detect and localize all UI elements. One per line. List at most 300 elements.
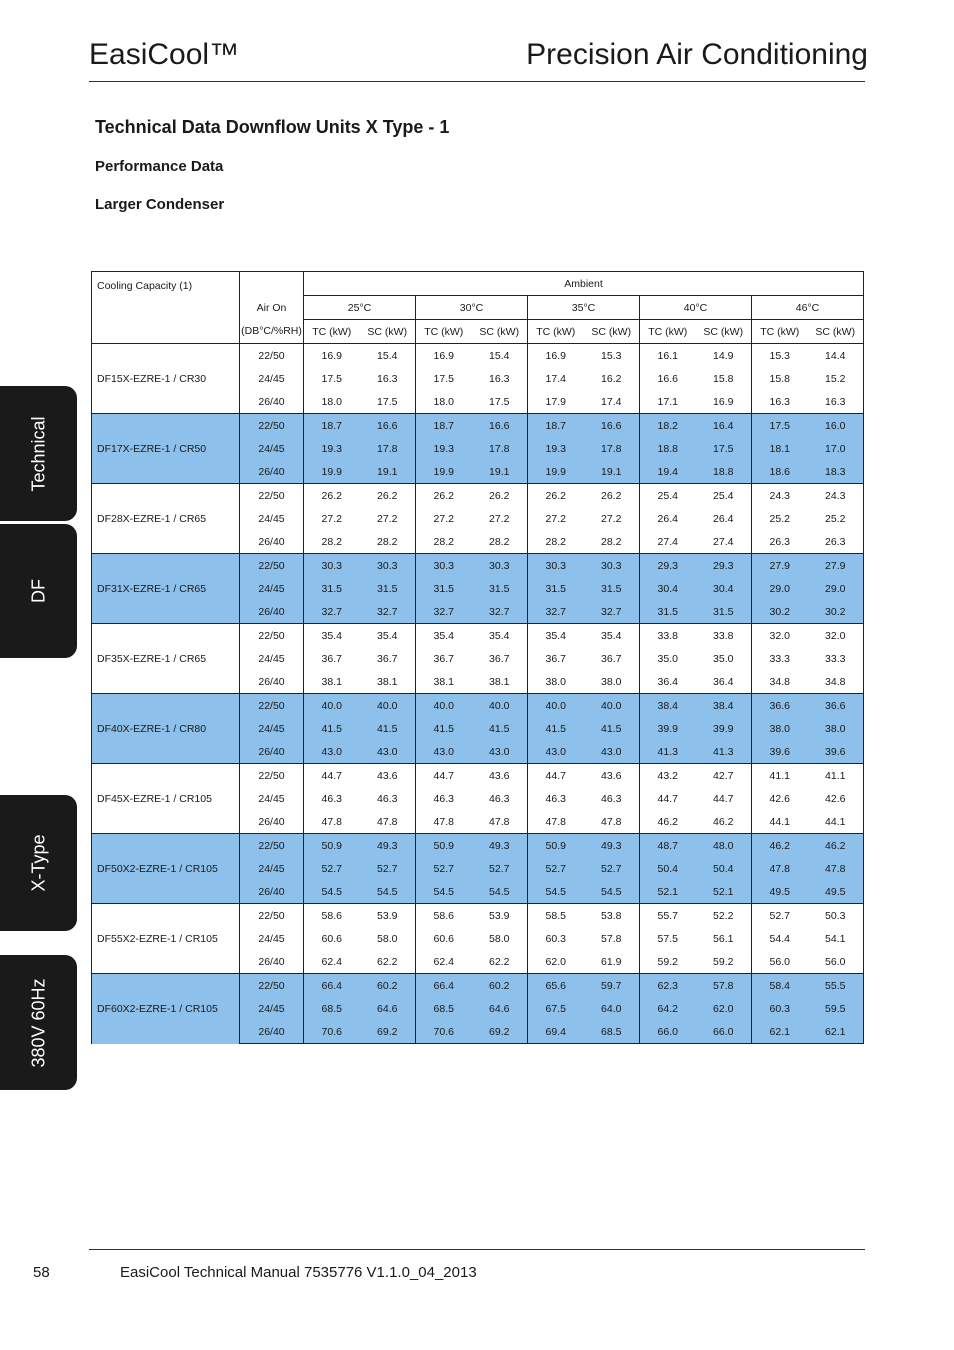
air-on-condition: 26/40 xyxy=(240,950,304,974)
sc-value: 36.6 xyxy=(808,694,864,718)
tc-value: 46.3 xyxy=(528,787,584,810)
sc-value: 36.4 xyxy=(696,670,752,694)
sc-value: 15.4 xyxy=(360,344,416,368)
air-on-condition: 24/45 xyxy=(240,997,304,1020)
sc-value: 54.5 xyxy=(584,880,640,904)
tc-value: 40.0 xyxy=(416,694,472,718)
tab-x-type[interactable] xyxy=(0,795,77,931)
tc-value: 15.3 xyxy=(752,344,808,368)
model-name: DF17X-EZRE-1 / CR50 xyxy=(92,414,240,484)
tc-value: 19.3 xyxy=(528,437,584,460)
tc-value: 59.2 xyxy=(640,950,696,974)
tc-value: 57.5 xyxy=(640,927,696,950)
tc-value: 18.7 xyxy=(528,414,584,438)
sc-value: 46.3 xyxy=(472,787,528,810)
tc-value: 65.6 xyxy=(528,974,584,998)
air-on-condition: 24/45 xyxy=(240,857,304,880)
tc-value: 50.9 xyxy=(528,834,584,858)
ambient-header: Ambient xyxy=(304,272,864,296)
air-on-condition: 24/45 xyxy=(240,787,304,810)
sc-value: 47.8 xyxy=(808,857,864,880)
sc-value: 43.6 xyxy=(472,764,528,788)
sc-value: 27.2 xyxy=(472,507,528,530)
sc-value: 16.3 xyxy=(808,390,864,414)
sc-value: 26.2 xyxy=(360,484,416,508)
sc-value: 53.9 xyxy=(472,904,528,928)
sc-value: 42.6 xyxy=(808,787,864,810)
sc-value: 57.8 xyxy=(584,927,640,950)
tc-value: 16.6 xyxy=(640,367,696,390)
sc-value: 31.5 xyxy=(472,577,528,600)
sc-value: 46.3 xyxy=(360,787,416,810)
tc-value: 54.4 xyxy=(752,927,808,950)
sc-value: 41.1 xyxy=(808,764,864,788)
sc-value: 40.0 xyxy=(360,694,416,718)
tc-value: 38.0 xyxy=(528,670,584,694)
model-name: DF50X2-EZRE-1 / CR105 xyxy=(92,834,240,904)
tc-value: 27.9 xyxy=(752,554,808,578)
air-on-condition: 26/40 xyxy=(240,600,304,624)
sc-value: 41.5 xyxy=(472,717,528,740)
tc-value: 19.9 xyxy=(304,460,360,484)
tc-value: 19.4 xyxy=(640,460,696,484)
air-on-condition: 22/50 xyxy=(240,974,304,998)
tc-value: 25.4 xyxy=(640,484,696,508)
tc-value: 33.3 xyxy=(752,647,808,670)
sc-value: 24.3 xyxy=(808,484,864,508)
tc-value: 17.5 xyxy=(416,367,472,390)
temp-header: 40°C xyxy=(640,296,752,320)
tc-value: 16.9 xyxy=(304,344,360,368)
temp-header: 25°C xyxy=(304,296,416,320)
tc-value: 48.7 xyxy=(640,834,696,858)
sc-value: 18.3 xyxy=(808,460,864,484)
tc-value: 25.2 xyxy=(752,507,808,530)
tc-value: 38.1 xyxy=(416,670,472,694)
tc-value: 38.4 xyxy=(640,694,696,718)
tc-value: 19.3 xyxy=(304,437,360,460)
tc-value: 43.0 xyxy=(528,740,584,764)
tc-value: 27.2 xyxy=(304,507,360,530)
tc-value: 31.5 xyxy=(640,600,696,624)
temp-header: 35°C xyxy=(528,296,640,320)
tc-value: 52.7 xyxy=(528,857,584,880)
tc-value: 66.4 xyxy=(416,974,472,998)
sc-value: 56.0 xyxy=(808,950,864,974)
sc-header: SC (kW) xyxy=(808,320,864,344)
tc-value: 17.9 xyxy=(528,390,584,414)
air-on-condition: 26/40 xyxy=(240,670,304,694)
sc-value: 17.8 xyxy=(584,437,640,460)
tc-value: 69.4 xyxy=(528,1020,584,1044)
sc-value: 41.5 xyxy=(360,717,416,740)
sc-value: 39.6 xyxy=(808,740,864,764)
table-row xyxy=(92,554,864,578)
air-on-unit-header: (DB°C/%RH) xyxy=(240,320,304,344)
tc-value: 18.8 xyxy=(640,437,696,460)
tc-value: 28.2 xyxy=(528,530,584,554)
tc-value: 35.4 xyxy=(528,624,584,648)
sc-value: 29.0 xyxy=(808,577,864,600)
tc-value: 44.7 xyxy=(416,764,472,788)
tc-value: 31.5 xyxy=(416,577,472,600)
tab-technical[interactable] xyxy=(0,386,77,521)
tc-value: 32.7 xyxy=(528,600,584,624)
sc-value: 38.1 xyxy=(360,670,416,694)
tc-value: 32.7 xyxy=(304,600,360,624)
table-row xyxy=(92,904,864,928)
tc-value: 70.6 xyxy=(416,1020,472,1044)
tc-value: 47.8 xyxy=(304,810,360,834)
tc-value: 41.3 xyxy=(640,740,696,764)
sc-header: SC (kW) xyxy=(696,320,752,344)
tc-value: 26.3 xyxy=(752,530,808,554)
air-on-condition: 26/40 xyxy=(240,1020,304,1044)
sc-value: 49.5 xyxy=(808,880,864,904)
performance-table xyxy=(91,271,864,1044)
table-row xyxy=(92,414,864,438)
sc-value: 46.2 xyxy=(808,834,864,858)
air-on-condition: 22/50 xyxy=(240,694,304,718)
model-name: DF31X-EZRE-1 / CR65 xyxy=(92,554,240,624)
section-subtitle: Performance Data xyxy=(95,158,224,175)
air-on-condition: 22/50 xyxy=(240,344,304,368)
tc-value: 50.9 xyxy=(304,834,360,858)
tc-value: 36.6 xyxy=(752,694,808,718)
table-row xyxy=(92,484,864,508)
sc-value: 69.2 xyxy=(360,1020,416,1044)
tc-value: 68.5 xyxy=(416,997,472,1020)
page-number: 58 xyxy=(33,1264,50,1281)
sc-value: 62.0 xyxy=(696,997,752,1020)
sc-value: 61.9 xyxy=(584,950,640,974)
tc-value: 60.3 xyxy=(752,997,808,1020)
sc-value: 35.4 xyxy=(584,624,640,648)
tc-value: 66.0 xyxy=(640,1020,696,1044)
sc-value: 16.3 xyxy=(472,367,528,390)
tc-header: TC (kW) xyxy=(528,320,584,344)
sc-value: 59.7 xyxy=(584,974,640,998)
sc-value: 64.6 xyxy=(472,997,528,1020)
sc-value: 41.5 xyxy=(584,717,640,740)
sc-value: 46.3 xyxy=(584,787,640,810)
table-row xyxy=(92,764,864,788)
table-header-row xyxy=(92,272,864,296)
tc-value: 26.2 xyxy=(416,484,472,508)
tc-value: 44.7 xyxy=(304,764,360,788)
sc-value: 15.4 xyxy=(472,344,528,368)
sc-value: 30.3 xyxy=(584,554,640,578)
sc-value: 66.0 xyxy=(696,1020,752,1044)
tc-value: 47.8 xyxy=(752,857,808,880)
sc-value: 40.0 xyxy=(472,694,528,718)
tc-value: 29.0 xyxy=(752,577,808,600)
table-row xyxy=(92,624,864,648)
tc-value: 35.4 xyxy=(416,624,472,648)
sc-value: 36.7 xyxy=(472,647,528,670)
tc-value: 43.0 xyxy=(304,740,360,764)
sc-value: 47.8 xyxy=(584,810,640,834)
tc-value: 41.5 xyxy=(304,717,360,740)
tc-value: 30.3 xyxy=(528,554,584,578)
air-on-condition: 22/50 xyxy=(240,904,304,928)
tc-value: 35.0 xyxy=(640,647,696,670)
tc-value: 62.4 xyxy=(304,950,360,974)
section-subtitle-2: Larger Condenser xyxy=(95,196,225,213)
air-on-condition: 26/40 xyxy=(240,740,304,764)
air-on-condition: 22/50 xyxy=(240,554,304,578)
sc-value: 33.8 xyxy=(696,624,752,648)
model-name: DF28X-EZRE-1 / CR65 xyxy=(92,484,240,554)
tc-value: 30.4 xyxy=(640,577,696,600)
footer-text: EasiCool Technical Manual 7535776 V1.1.0_04_2013 xyxy=(120,1264,477,1281)
sc-value: 52.7 xyxy=(472,857,528,880)
sc-value: 17.8 xyxy=(472,437,528,460)
tab-df-label: DF xyxy=(28,579,48,603)
sc-value: 38.4 xyxy=(696,694,752,718)
sc-value: 56.1 xyxy=(696,927,752,950)
air-on-condition: 24/45 xyxy=(240,437,304,460)
air-on-condition: 22/50 xyxy=(240,624,304,648)
sc-value: 28.2 xyxy=(472,530,528,554)
air-on-condition: 26/40 xyxy=(240,810,304,834)
tc-value: 15.8 xyxy=(752,367,808,390)
sc-header: SC (kW) xyxy=(360,320,416,344)
sc-value: 52.7 xyxy=(360,857,416,880)
tc-value: 19.9 xyxy=(528,460,584,484)
header-divider xyxy=(89,81,865,82)
sc-value: 58.0 xyxy=(472,927,528,950)
table-row xyxy=(92,974,864,998)
table-row xyxy=(92,344,864,368)
tc-value: 46.3 xyxy=(416,787,472,810)
sc-value: 16.9 xyxy=(696,390,752,414)
sc-value: 32.7 xyxy=(360,600,416,624)
tc-value: 16.9 xyxy=(528,344,584,368)
sc-value: 15.3 xyxy=(584,344,640,368)
model-name: DF60X2-EZRE-1 / CR105 xyxy=(92,974,240,1044)
tc-value: 26.2 xyxy=(528,484,584,508)
tc-value: 49.5 xyxy=(752,880,808,904)
tc-value: 36.7 xyxy=(416,647,472,670)
sc-header: SC (kW) xyxy=(584,320,640,344)
tc-value: 32.0 xyxy=(752,624,808,648)
tc-value: 16.9 xyxy=(416,344,472,368)
sc-value: 64.0 xyxy=(584,997,640,1020)
tc-value: 54.5 xyxy=(528,880,584,904)
sc-value: 39.9 xyxy=(696,717,752,740)
tc-value: 16.3 xyxy=(752,390,808,414)
tc-value: 18.2 xyxy=(640,414,696,438)
tc-value: 44.1 xyxy=(752,810,808,834)
tc-value: 47.8 xyxy=(416,810,472,834)
tc-value: 19.9 xyxy=(416,460,472,484)
tc-value: 52.1 xyxy=(640,880,696,904)
sc-value: 57.8 xyxy=(696,974,752,998)
air-on-condition: 24/45 xyxy=(240,717,304,740)
tc-header: TC (kW) xyxy=(640,320,696,344)
tc-value: 62.4 xyxy=(416,950,472,974)
air-on-condition: 24/45 xyxy=(240,367,304,390)
tab-380v-60hz[interactable] xyxy=(0,955,77,1090)
air-on-condition: 24/45 xyxy=(240,577,304,600)
sc-value: 29.3 xyxy=(696,554,752,578)
sc-value: 27.9 xyxy=(808,554,864,578)
tc-value: 44.7 xyxy=(528,764,584,788)
sc-value: 47.8 xyxy=(360,810,416,834)
model-name: DF15X-EZRE-1 / CR30 xyxy=(92,344,240,414)
air-on-condition: 22/50 xyxy=(240,834,304,858)
air-on-condition: 26/40 xyxy=(240,530,304,554)
sc-value: 16.6 xyxy=(584,414,640,438)
sc-value: 49.3 xyxy=(360,834,416,858)
sc-value: 54.5 xyxy=(472,880,528,904)
brand-title: EasiCool™ xyxy=(89,38,240,71)
sc-value: 59.2 xyxy=(696,950,752,974)
sc-value: 16.4 xyxy=(696,414,752,438)
tc-value: 55.7 xyxy=(640,904,696,928)
sc-value: 28.2 xyxy=(584,530,640,554)
sc-value: 41.3 xyxy=(696,740,752,764)
sc-value: 16.6 xyxy=(360,414,416,438)
sc-value: 35.4 xyxy=(360,624,416,648)
sc-value: 58.0 xyxy=(360,927,416,950)
sc-value: 17.5 xyxy=(696,437,752,460)
sc-value: 49.3 xyxy=(584,834,640,858)
tc-value: 16.1 xyxy=(640,344,696,368)
sc-value: 35.4 xyxy=(472,624,528,648)
tc-value: 43.2 xyxy=(640,764,696,788)
sc-value: 14.4 xyxy=(808,344,864,368)
sc-value: 52.2 xyxy=(696,904,752,928)
tc-value: 56.0 xyxy=(752,950,808,974)
sc-value: 49.3 xyxy=(472,834,528,858)
sc-value: 43.6 xyxy=(584,764,640,788)
sc-value: 27.2 xyxy=(360,507,416,530)
sc-value: 44.7 xyxy=(696,787,752,810)
sc-value: 64.6 xyxy=(360,997,416,1020)
tc-value: 41.1 xyxy=(752,764,808,788)
tc-value: 58.6 xyxy=(416,904,472,928)
tc-value: 40.0 xyxy=(528,694,584,718)
sc-value: 44.1 xyxy=(808,810,864,834)
sc-value: 32.7 xyxy=(472,600,528,624)
sc-value: 31.5 xyxy=(584,577,640,600)
tc-value: 54.5 xyxy=(304,880,360,904)
tab-380v-60hz-label: 380V 60Hz xyxy=(28,977,48,1068)
sc-value: 16.6 xyxy=(472,414,528,438)
tc-value: 46.2 xyxy=(752,834,808,858)
sc-value: 16.0 xyxy=(808,414,864,438)
sc-value: 55.5 xyxy=(808,974,864,998)
air-on-condition: 26/40 xyxy=(240,390,304,414)
tc-value: 44.7 xyxy=(640,787,696,810)
tc-value: 33.8 xyxy=(640,624,696,648)
tc-value: 30.3 xyxy=(304,554,360,578)
tc-value: 52.7 xyxy=(416,857,472,880)
sc-value: 43.0 xyxy=(472,740,528,764)
sc-value: 40.0 xyxy=(584,694,640,718)
air-on-condition: 26/40 xyxy=(240,880,304,904)
sc-value: 27.4 xyxy=(696,530,752,554)
tc-value: 66.4 xyxy=(304,974,360,998)
air-on-condition: 26/40 xyxy=(240,460,304,484)
tc-value: 17.1 xyxy=(640,390,696,414)
tc-value: 60.3 xyxy=(528,927,584,950)
sc-value: 38.0 xyxy=(808,717,864,740)
sc-value: 30.3 xyxy=(472,554,528,578)
tc-value: 17.4 xyxy=(528,367,584,390)
sc-value: 62.2 xyxy=(360,950,416,974)
tc-value: 31.5 xyxy=(528,577,584,600)
model-name: DF40X-EZRE-1 / CR80 xyxy=(92,694,240,764)
tc-value: 36.4 xyxy=(640,670,696,694)
tc-value: 17.5 xyxy=(752,414,808,438)
tc-value: 52.7 xyxy=(752,904,808,928)
sc-value: 26.4 xyxy=(696,507,752,530)
tc-value: 30.3 xyxy=(416,554,472,578)
sc-value: 52.1 xyxy=(696,880,752,904)
sc-value: 26.2 xyxy=(472,484,528,508)
table-corner-label: Cooling Capacity (1) xyxy=(92,272,240,344)
tc-value: 36.7 xyxy=(528,647,584,670)
sc-value: 15.2 xyxy=(808,367,864,390)
tab-df[interactable] xyxy=(0,524,77,658)
sc-value: 54.5 xyxy=(360,880,416,904)
tc-value: 46.2 xyxy=(640,810,696,834)
table-row xyxy=(92,694,864,718)
tc-value: 67.5 xyxy=(528,997,584,1020)
tc-value: 41.5 xyxy=(416,717,472,740)
sc-value: 62.1 xyxy=(808,1020,864,1044)
sc-value: 46.2 xyxy=(696,810,752,834)
tc-value: 26.4 xyxy=(640,507,696,530)
tc-value: 62.0 xyxy=(528,950,584,974)
model-name: DF45X-EZRE-1 / CR105 xyxy=(92,764,240,834)
tc-value: 27.2 xyxy=(416,507,472,530)
tc-value: 19.3 xyxy=(416,437,472,460)
sc-value: 59.5 xyxy=(808,997,864,1020)
tc-value: 60.6 xyxy=(416,927,472,950)
tc-value: 39.6 xyxy=(752,740,808,764)
tc-value: 34.8 xyxy=(752,670,808,694)
sc-value: 16.3 xyxy=(360,367,416,390)
tc-value: 43.0 xyxy=(416,740,472,764)
sc-value: 30.3 xyxy=(360,554,416,578)
sc-value: 60.2 xyxy=(360,974,416,998)
sc-value: 17.5 xyxy=(360,390,416,414)
tc-value: 18.7 xyxy=(416,414,472,438)
sc-value: 52.7 xyxy=(584,857,640,880)
tc-value: 32.7 xyxy=(416,600,472,624)
sc-value: 30.2 xyxy=(808,600,864,624)
tc-value: 52.7 xyxy=(304,857,360,880)
tc-value: 38.1 xyxy=(304,670,360,694)
sc-value: 68.5 xyxy=(584,1020,640,1044)
air-on-condition: 24/45 xyxy=(240,927,304,950)
sc-value: 42.7 xyxy=(696,764,752,788)
sc-value: 54.1 xyxy=(808,927,864,950)
tc-value: 29.3 xyxy=(640,554,696,578)
tc-value: 26.2 xyxy=(304,484,360,508)
sc-value: 19.1 xyxy=(584,460,640,484)
tc-value: 54.5 xyxy=(416,880,472,904)
sc-value: 17.5 xyxy=(472,390,528,414)
sc-value: 17.8 xyxy=(360,437,416,460)
sc-value: 15.8 xyxy=(696,367,752,390)
tc-header: TC (kW) xyxy=(416,320,472,344)
tc-value: 70.6 xyxy=(304,1020,360,1044)
